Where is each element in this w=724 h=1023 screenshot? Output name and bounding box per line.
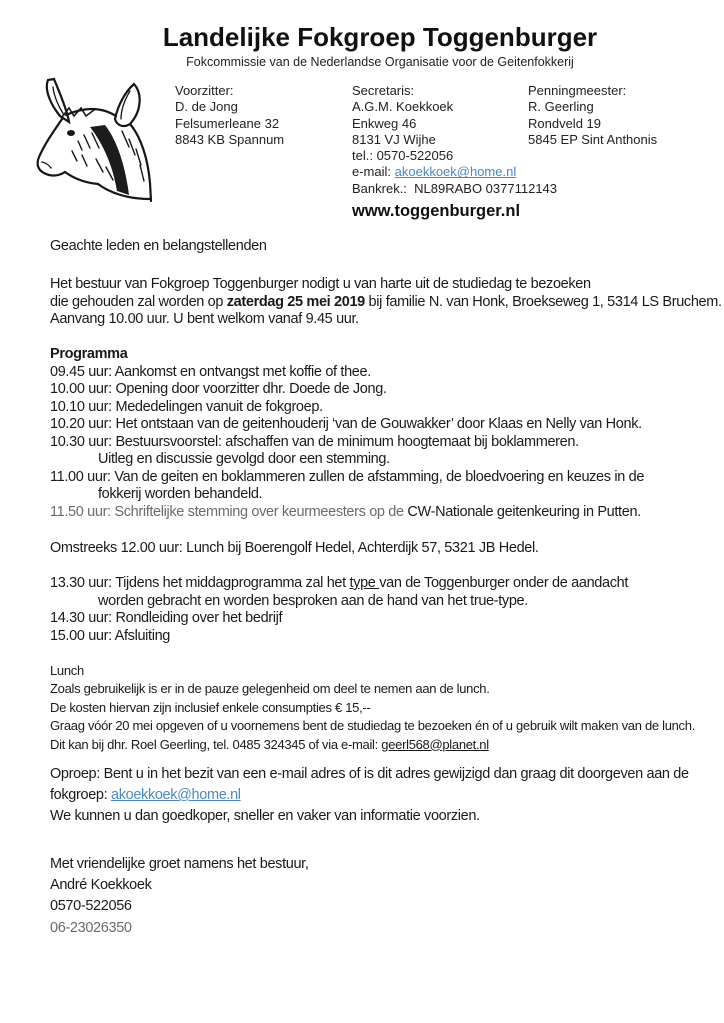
- lunch-line: Graag vóór 20 mei opgeven of u voornemens bent de studiedag te bezoeken én of u gebruik wilt maken van de lunch.: [50, 718, 696, 734]
- afternoon-item: 15.00 uur: Afsluiting: [50, 627, 171, 644]
- programma-item: 10.30 uur: Bestuursvoorstel: afschaffen van de minimum hoogtemaat bij boklammeren.: [50, 433, 579, 450]
- intro-text: die gehouden zal worden op: [50, 293, 227, 310]
- oproep-line: Oproep: Bent u in het bezit van een e-mail adres of is dit adres gewijzigd dan graag dit doorgeven aan de: [50, 766, 689, 782]
- afternoon-item-continuation: worden gebracht en worden besproken aan de hand van het true-type.: [98, 592, 528, 609]
- programma-section: [50, 346, 718, 521]
- contact-address: 8131 VJ Wijhe: [352, 131, 436, 147]
- programma-item: 11.00 uur: Van de geiten en boklammeren zullen de afstamming, de bloedvoering en keuzes in de: [50, 468, 645, 485]
- programma-item: 10.10 uur: Mededelingen vanuit de fokgroep.: [50, 398, 323, 415]
- lunch-section: [50, 662, 718, 754]
- programma-heading: Programma: [50, 346, 128, 362]
- afternoon-item: [50, 575, 718, 593]
- geerling-email-link[interactable]: geerl568@planet.nl: [381, 736, 489, 752]
- contact-secretaris: [352, 83, 557, 197]
- lunch-heading: Lunch: [50, 663, 84, 678]
- contact-voorzitter: [175, 83, 284, 148]
- afternoon-text: 13.30 uur: Tijdens het middagprogramma zal het: [50, 575, 350, 591]
- contact-address: Rondveld 19: [528, 115, 601, 131]
- page-subtitle: Fokcommissie van de Nederlandse Organisatie voor de Geitenfokkerij: [186, 55, 574, 69]
- afternoon-item: 14.30 uur: Rondleiding over het bedrijf: [50, 610, 283, 626]
- contact-role: Penningmeester:: [528, 83, 627, 98]
- contact-address: 8843 KB Spannum: [175, 131, 285, 147]
- contact-bank: Bankrek.: NL89RABO 0377112143: [352, 180, 558, 196]
- contact-address: Enkweg 46: [352, 115, 417, 131]
- contact-name: A.G.M. Koekkoek: [352, 99, 454, 115]
- afternoon-section: [50, 575, 718, 645]
- programma-item: 09.45 uur: Aankomst en ontvangst met koffie of thee.: [50, 363, 371, 380]
- intro-text: bij familie N. van Honk, Broekseweg 1, 5314 LS Bruchem.: [364, 293, 722, 310]
- contact-role: Secretaris:: [352, 83, 415, 98]
- signature-name: André Koekkoek: [50, 877, 152, 894]
- contact-address: Felsumerleane 32: [175, 115, 280, 131]
- underlined-word: type: [349, 575, 380, 591]
- lunch-line: De kosten hiervan zijn inclusief enkele consumpties € 15,--: [50, 699, 371, 715]
- closing-salutation: Met vriendelijke groet namens het bestuur,: [50, 856, 309, 872]
- lunch-line: Zoals gebruikelijk is er in de pauze gelegenheid om deel te nemen aan de lunch.: [50, 681, 490, 697]
- programma-item-continuation: Uitleg en discussie gevolgd door een stemming.: [98, 451, 390, 467]
- website-url: www.toggenburger.nl: [352, 202, 521, 220]
- programma-item: [50, 504, 718, 522]
- salutation: Geachte leden en belangstellenden: [50, 238, 267, 254]
- secretaris-email-link[interactable]: akoekkoek@home.nl: [394, 164, 517, 180]
- contact-name: D. de Jong: [175, 99, 238, 115]
- event-date: zaterdag 25 mei 2019: [226, 293, 365, 310]
- contact-email-line: [352, 164, 557, 180]
- intro-line: Het bestuur van Fokgroep Toggenburger nodigt u van harte uit de studiedag te bezoeken: [50, 276, 591, 292]
- intro-line: Aanvang 10.00 uur. U bent welkom vanaf 9.45 uur.: [50, 311, 359, 327]
- programma-item-emphasis: CW-Nationale geitenkeuring in Putten.: [407, 503, 641, 520]
- contact-penningmeester: [528, 83, 657, 148]
- fokgroep-email-link[interactable]: akoekkoek@home.nl: [111, 787, 241, 803]
- lunch-line: [50, 736, 718, 754]
- contact-address: 5845 EP Sint Anthonis: [528, 131, 658, 147]
- lunch-time-line: Omstreeks 12.00 uur: Lunch bij Boerengolf Hedel, Achterdijk 57, 5321 JB Hedel.: [50, 540, 539, 556]
- programma-item: 10.00 uur: Opening door voorzitter dhr. Doede de Jong.: [50, 381, 387, 397]
- oproep-line: We kunnen u dan goedkoper, sneller en vaker van informatie voorzien.: [50, 808, 480, 824]
- oproep-text: fokgroep:: [50, 787, 111, 803]
- signature-phone: 0570-522056: [50, 898, 132, 915]
- programma-item-continuation: fokkerij worden behandeld.: [98, 486, 263, 502]
- page-title: Landelijke Fokgroep Toggenburger: [162, 22, 598, 52]
- contact-phone: tel.: 0570-522056: [352, 148, 454, 164]
- signature-mobile: 06-23026350: [50, 919, 132, 936]
- email-label: e-mail:: [352, 164, 395, 180]
- oproep-section: [50, 764, 718, 827]
- programma-item: 10.20 uur: Het ontstaan van de geitenhouderij ‘van de Gouwakker’ door Klaas en Nelly van Honk.: [50, 416, 642, 432]
- lunch-text: Dit kan bij dhr. Roel Geerling, tel. 0485 324345 of via e-mail:: [50, 736, 382, 752]
- programma-item-muted: 11.50 uur: Schriftelijke stemming over keurmeesters op de: [50, 503, 408, 520]
- closing-section: [50, 854, 718, 939]
- intro-line: [50, 293, 722, 312]
- afternoon-text: van de Toggenburger onder de aandacht: [379, 575, 629, 591]
- intro-paragraph: [50, 276, 722, 329]
- goat-head-logo-icon: [26, 74, 166, 206]
- contact-name: R. Geerling: [528, 99, 594, 115]
- oproep-line: [50, 785, 718, 806]
- contact-role: Voorzitter:: [175, 83, 234, 98]
